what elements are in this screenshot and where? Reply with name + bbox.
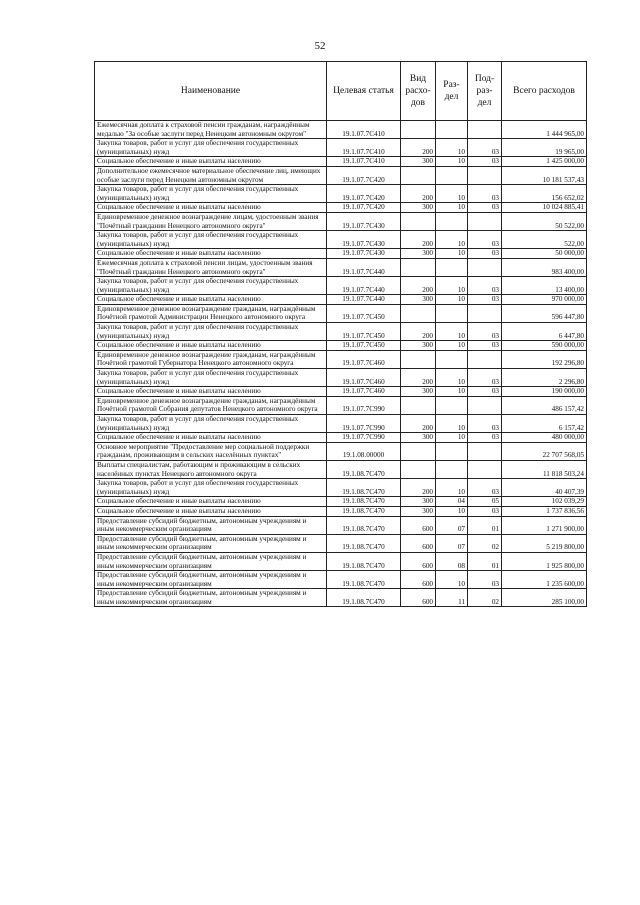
header-target: Целевая статья — [327, 62, 401, 121]
row-total: 1 425 000,00 — [502, 157, 587, 167]
row-type: 300 — [401, 506, 436, 516]
row-subsection: 05 — [468, 497, 502, 507]
row-target: 19.1.07.7С440 — [327, 277, 401, 295]
row-section: 07 — [436, 534, 468, 552]
row-subsection — [468, 258, 502, 276]
row-subsection: 02 — [468, 589, 502, 607]
row-name: Ежемесячная доплата к страховой пенсии лицам, удостоенным звания "Почётный гражданин Ненецкого автономного округа" — [95, 258, 327, 276]
row-subsection — [468, 121, 502, 139]
table-row — [95, 323, 587, 341]
row-total: 596 447,80 — [502, 304, 587, 322]
row-target: 19.1.08.7С470 — [327, 571, 401, 589]
table-row — [95, 249, 587, 259]
row-total: 5 219 800,00 — [502, 534, 587, 552]
row-type: 200 — [401, 369, 436, 387]
row-type: 300 — [401, 203, 436, 213]
row-section: 04 — [436, 497, 468, 507]
row-name: Единовременное денежное вознаграждение лицам, удостоенным звания "Почётный гражданин Ненецкого автономного округа" — [95, 212, 327, 230]
row-section: 10 — [436, 369, 468, 387]
table-row — [95, 497, 587, 507]
row-total: 11 818 503,24 — [502, 460, 587, 478]
row-section: 10 — [436, 139, 468, 157]
row-name: Социальное обеспечение и иные выплаты населению — [95, 157, 327, 167]
table-row — [95, 121, 587, 139]
row-name: Основное мероприятие "Предоставление мер социальной поддержки гражданам, проживающим в сельских населённых пунктах" — [95, 442, 327, 460]
row-subsection: 03 — [468, 369, 502, 387]
row-type: 200 — [401, 479, 436, 497]
row-total: 480 000,00 — [502, 433, 587, 443]
table-row — [95, 516, 587, 534]
row-name: Закупка товаров, работ и услуг для обеспечения государственных (муниципальных) нужд — [95, 479, 327, 497]
row-section: 10 — [436, 277, 468, 295]
row-name: Предоставление субсидий бюджетным, автономным учреждениям и иным некоммерческим организациям — [95, 589, 327, 607]
row-subsection: 03 — [468, 387, 502, 397]
row-name: Закупка товаров, работ и услуг для обеспечения государственных (муниципальных) нужд — [95, 277, 327, 295]
row-total: 102 039,29 — [502, 497, 587, 507]
row-target: 19.1.08.7С470 — [327, 552, 401, 570]
row-total: 50 000,00 — [502, 249, 587, 259]
row-type — [401, 258, 436, 276]
row-section: 10 — [436, 249, 468, 259]
row-name: Единовременное денежное вознаграждение гражданам, награждённым Почётной грамотой Губернатора Ненецкого автономного округа — [95, 350, 327, 368]
row-section — [436, 258, 468, 276]
table-row — [95, 396, 587, 414]
row-subsection: 03 — [468, 415, 502, 433]
row-subsection: 03 — [468, 277, 502, 295]
table-row — [95, 433, 587, 443]
row-name: Социальное обеспечение и иные выплаты населению — [95, 497, 327, 507]
row-subsection — [468, 396, 502, 414]
row-target: 19.1.07.7С420 — [327, 203, 401, 213]
row-total: 1 444 965,00 — [502, 121, 587, 139]
table-row — [95, 258, 587, 276]
header-type: Вид расхо-дов — [401, 62, 436, 121]
table-row — [95, 571, 587, 589]
header-name: Наименование — [95, 62, 327, 121]
row-target: 19.1.08.7С470 — [327, 460, 401, 478]
table-body — [95, 121, 587, 607]
row-subsection: 02 — [468, 534, 502, 552]
row-total: 50 522,00 — [502, 212, 587, 230]
row-name: Выплаты специалистам, работающим и проживающим в сельских населённых пунктах Ненецкого автономного округа — [95, 460, 327, 478]
row-section: 10 — [436, 415, 468, 433]
row-type — [401, 460, 436, 478]
row-subsection — [468, 460, 502, 478]
row-type: 200 — [401, 323, 436, 341]
row-subsection: 03 — [468, 249, 502, 259]
row-subsection: 03 — [468, 185, 502, 203]
page-number: 52 — [314, 40, 326, 52]
row-target: 19.1.08.7С470 — [327, 534, 401, 552]
row-total: 22 707 568,05 — [502, 442, 587, 460]
row-target: 19.1.07.7С990 — [327, 415, 401, 433]
table-row — [95, 534, 587, 552]
row-section: 10 — [436, 433, 468, 443]
row-target: 19.1.08.7С470 — [327, 516, 401, 534]
row-total: 970 000,00 — [502, 295, 587, 305]
row-target: 19.1.07.7С460 — [327, 369, 401, 387]
row-name: Социальное обеспечение и иные выплаты населению — [95, 341, 327, 351]
row-section: 10 — [436, 341, 468, 351]
row-name: Единовременное денежное вознаграждение гражданам, награждённым Почётной грамотой Собрания депутатов Ненецкого автономного округа — [95, 396, 327, 414]
row-name: Единовременное денежное вознаграждение гражданам, награждённым Почётной грамотой Администрации Ненецкого автономного округа — [95, 304, 327, 322]
row-type: 300 — [401, 387, 436, 397]
row-section: 10 — [436, 387, 468, 397]
row-target: 19.1.07.7С450 — [327, 323, 401, 341]
row-subsection: 03 — [468, 231, 502, 249]
row-target: 19.1.07.7С440 — [327, 295, 401, 305]
row-type — [401, 212, 436, 230]
row-total: 285 100,00 — [502, 589, 587, 607]
row-type: 300 — [401, 295, 436, 305]
row-total: 6 157,42 — [502, 415, 587, 433]
row-type: 200 — [401, 185, 436, 203]
row-total: 1 235 600,00 — [502, 571, 587, 589]
row-section: 10 — [436, 479, 468, 497]
row-name: Закупка товаров, работ и услуг для обеспечения государственных (муниципальных) нужд — [95, 185, 327, 203]
row-total: 156 652,02 — [502, 185, 587, 203]
row-target: 19.1.08.7С470 — [327, 589, 401, 607]
row-subsection: 03 — [468, 341, 502, 351]
row-section: 10 — [436, 295, 468, 305]
row-subsection: 03 — [468, 433, 502, 443]
table-row — [95, 277, 587, 295]
row-type: 200 — [401, 139, 436, 157]
row-target: 19.1.07.7С440 — [327, 258, 401, 276]
row-subsection: 03 — [468, 157, 502, 167]
row-subsection: 01 — [468, 552, 502, 570]
row-section: 11 — [436, 589, 468, 607]
row-type: 600 — [401, 552, 436, 570]
row-total: 13 400,00 — [502, 277, 587, 295]
table-row — [95, 341, 587, 351]
row-target: 19.1.07.7С410 — [327, 157, 401, 167]
row-type — [401, 350, 436, 368]
row-total: 1 737 836,56 — [502, 506, 587, 516]
row-type — [401, 304, 436, 322]
row-subsection — [468, 166, 502, 184]
row-name: Закупка товаров, работ и услуг для обеспечения государственных (муниципальных) нужд — [95, 231, 327, 249]
row-name: Дополнительное ежемесячное материальное обеспечение лиц, имеющих особые заслуги перед Ненецким автономным округом — [95, 166, 327, 184]
row-type — [401, 121, 436, 139]
row-section: 10 — [436, 323, 468, 341]
row-subsection — [468, 212, 502, 230]
row-target: 19.1.08.7С470 — [327, 479, 401, 497]
header-row — [95, 62, 587, 121]
row-section — [436, 350, 468, 368]
table-row — [95, 185, 587, 203]
table-row — [95, 479, 587, 497]
row-name: Закупка товаров, работ и услуг для обеспечения государственных (муниципальных) нужд — [95, 139, 327, 157]
row-target: 19.1.08.7С470 — [327, 506, 401, 516]
row-name: Закупка товаров, работ и услуг для обеспечения государственных (муниципальных) нужд — [95, 323, 327, 341]
row-section: 10 — [436, 231, 468, 249]
row-section — [436, 460, 468, 478]
row-section: 10 — [436, 157, 468, 167]
row-total: 192 296,80 — [502, 350, 587, 368]
row-total: 40 407,39 — [502, 479, 587, 497]
table-row — [95, 231, 587, 249]
row-section: 10 — [436, 571, 468, 589]
row-name: Закупка товаров, работ и услуг для обеспечения государственных (муниципальных) нужд — [95, 415, 327, 433]
row-total: 19 965,00 — [502, 139, 587, 157]
row-target: 19.1.07.7С450 — [327, 304, 401, 322]
row-type: 300 — [401, 249, 436, 259]
row-section: 10 — [436, 185, 468, 203]
row-section: 10 — [436, 203, 468, 213]
budget-table — [94, 61, 587, 607]
row-total: 590 000,00 — [502, 341, 587, 351]
row-subsection: 03 — [468, 139, 502, 157]
row-section — [436, 166, 468, 184]
row-total: 1 271 900,00 — [502, 516, 587, 534]
table-row — [95, 460, 587, 478]
row-type: 600 — [401, 571, 436, 589]
row-subsection: 03 — [468, 323, 502, 341]
table-row — [95, 157, 587, 167]
row-target: 19.1.07.7С430 — [327, 231, 401, 249]
row-type — [401, 166, 436, 184]
row-type: 200 — [401, 277, 436, 295]
table-row — [95, 212, 587, 230]
row-target: 19.1.07.7С460 — [327, 350, 401, 368]
table-row — [95, 552, 587, 570]
row-subsection: 03 — [468, 571, 502, 589]
row-total: 10 024 885,41 — [502, 203, 587, 213]
row-total: 10 181 537,43 — [502, 166, 587, 184]
row-target: 19.1.07.7С430 — [327, 249, 401, 259]
row-total: 1 925 800,00 — [502, 552, 587, 570]
table-row — [95, 304, 587, 322]
row-type — [401, 396, 436, 414]
header-total: Всего расходов — [502, 62, 587, 121]
row-name: Предоставление субсидий бюджетным, автономным учреждениям и иным некоммерческим организациям — [95, 571, 327, 589]
row-section — [436, 304, 468, 322]
table-row — [95, 350, 587, 368]
row-total: 983 400,00 — [502, 258, 587, 276]
header-subsection: Под-раз-дел — [468, 62, 502, 121]
table-row — [95, 139, 587, 157]
row-type: 300 — [401, 157, 436, 167]
row-name: Социальное обеспечение и иные выплаты населению — [95, 387, 327, 397]
row-section: 08 — [436, 552, 468, 570]
row-type: 600 — [401, 534, 436, 552]
row-name: Социальное обеспечение и иные выплаты населению — [95, 203, 327, 213]
row-total: 486 157,42 — [502, 396, 587, 414]
table-row — [95, 166, 587, 184]
row-section — [436, 212, 468, 230]
row-name: Закупка товаров, работ и услуг для обеспечения государственных (муниципальных) нужд — [95, 369, 327, 387]
table-row — [95, 589, 587, 607]
row-total: 6 447,80 — [502, 323, 587, 341]
row-section: 10 — [436, 506, 468, 516]
row-total: 190 000,00 — [502, 387, 587, 397]
row-section — [436, 121, 468, 139]
row-subsection: 03 — [468, 506, 502, 516]
row-name: Предоставление субсидий бюджетным, автономным учреждениям и иным некоммерческим организациям — [95, 534, 327, 552]
table-row — [95, 387, 587, 397]
row-subsection: 03 — [468, 203, 502, 213]
row-subsection: 03 — [468, 295, 502, 305]
row-target: 19.1.07.7С410 — [327, 139, 401, 157]
row-target: 19.1.08.7С470 — [327, 497, 401, 507]
row-target: 19.1.07.7С420 — [327, 185, 401, 203]
row-name: Социальное обеспечение и иные выплаты населению — [95, 433, 327, 443]
table-row — [95, 506, 587, 516]
row-section — [436, 442, 468, 460]
row-name: Социальное обеспечение и иные выплаты населению — [95, 249, 327, 259]
row-target: 19.1.07.7С990 — [327, 396, 401, 414]
row-total: 522,00 — [502, 231, 587, 249]
table-row — [95, 295, 587, 305]
row-subsection: 03 — [468, 479, 502, 497]
row-target: 19.1.08.00000 — [327, 442, 401, 460]
row-subsection: 01 — [468, 516, 502, 534]
row-subsection — [468, 304, 502, 322]
row-subsection — [468, 442, 502, 460]
row-type: 300 — [401, 433, 436, 443]
header-section: Раз-дел — [436, 62, 468, 121]
row-type: 200 — [401, 415, 436, 433]
table-row — [95, 442, 587, 460]
row-type: 600 — [401, 516, 436, 534]
row-name: Предоставление субсидий бюджетным, автономным учреждениям и иным некоммерческим организациям — [95, 516, 327, 534]
row-target: 19.1.07.7С430 — [327, 212, 401, 230]
table-row — [95, 369, 587, 387]
table-row — [95, 415, 587, 433]
row-section: 07 — [436, 516, 468, 534]
row-target: 19.1.07.7С410 — [327, 121, 401, 139]
row-type — [401, 442, 436, 460]
row-target: 19.1.07.7С990 — [327, 433, 401, 443]
row-type: 300 — [401, 497, 436, 507]
row-name: Предоставление субсидий бюджетным, автономным учреждениям и иным некоммерческим организациям — [95, 552, 327, 570]
row-name: Социальное обеспечение и иные выплаты населению — [95, 506, 327, 516]
row-type: 600 — [401, 589, 436, 607]
table-row — [95, 203, 587, 213]
row-target: 19.1.07.7С460 — [327, 387, 401, 397]
row-target: 19.1.07.7С420 — [327, 166, 401, 184]
row-name: Социальное обеспечение и иные выплаты населению — [95, 295, 327, 305]
row-name: Ежемесячная доплата к страховой пенсии гражданам, награждённым медалью "За особые заслуги перед Ненецким автономным округом" — [95, 121, 327, 139]
row-type: 200 — [401, 231, 436, 249]
row-type: 300 — [401, 341, 436, 351]
row-section — [436, 396, 468, 414]
row-total: 2 296,80 — [502, 369, 587, 387]
row-subsection — [468, 350, 502, 368]
row-target: 19.1.07.7С450 — [327, 341, 401, 351]
